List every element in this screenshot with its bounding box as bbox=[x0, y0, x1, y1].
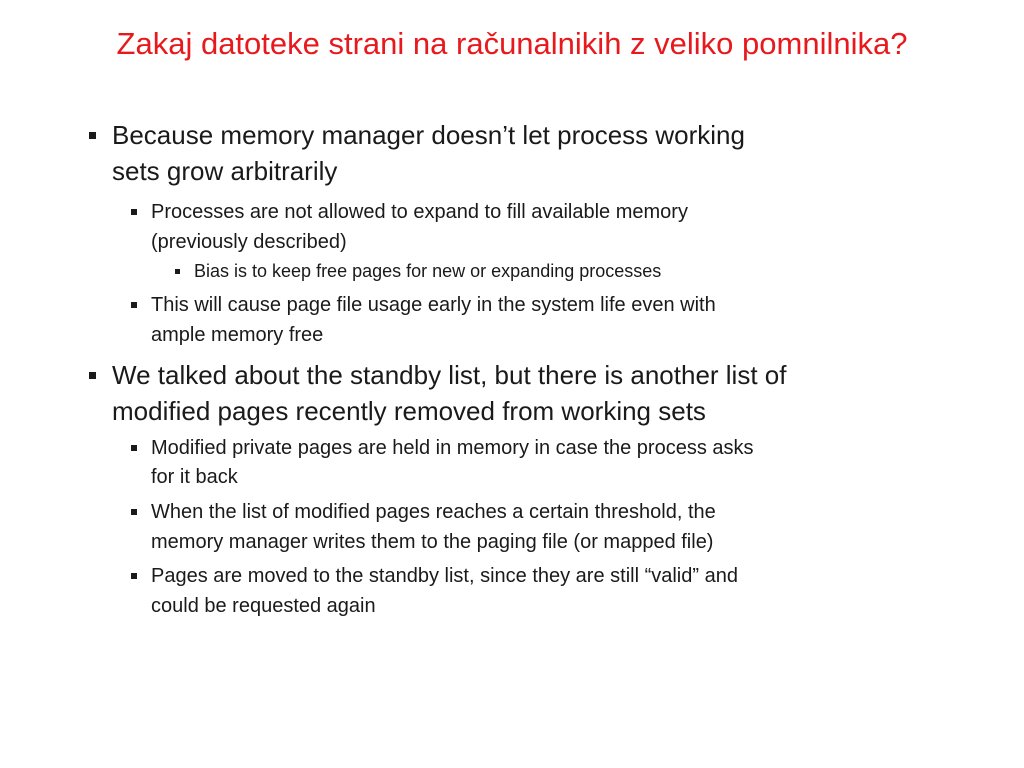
bullet-line: memory manager writes them to the paging file (or mapped file) bbox=[151, 531, 714, 553]
bullet-line: sets grow arbitrarily bbox=[112, 156, 338, 186]
bullet-line: This will cause page file usage early in the system life even with bbox=[151, 294, 716, 316]
bullet-icon bbox=[175, 269, 180, 274]
bullet-line: Processes are not allowed to expand to fill available memory bbox=[151, 201, 688, 223]
bullet-icon bbox=[131, 573, 137, 579]
bullet-icon bbox=[89, 372, 96, 379]
slide-title: Zakaj datoteke strani na računalnikih z veliko pomnilnika? bbox=[116, 26, 908, 61]
bullet-line: could be requested again bbox=[151, 595, 376, 617]
bullet-line: Bias is to keep free pages for new or expanding processes bbox=[194, 261, 662, 281]
bullet-line: modified pages recently removed from working sets bbox=[112, 396, 706, 426]
bullet-line: Modified private pages are held in memory in case the process asks bbox=[151, 437, 754, 459]
bullet-line: for it back bbox=[151, 466, 238, 488]
bullet-line: Pages are moved to the standby list, since they are still “valid” and bbox=[151, 565, 738, 587]
bullet-line: We talked about the standby list, but there is another list of bbox=[112, 360, 787, 390]
bullet-icon bbox=[89, 132, 96, 139]
bullet-icon bbox=[131, 445, 137, 451]
bullet-line: Because memory manager doesn’t let process working bbox=[112, 120, 745, 150]
bullet-icon bbox=[131, 209, 137, 215]
bullet-icon bbox=[131, 302, 137, 308]
bullet-line: (previously described) bbox=[151, 231, 347, 253]
bullet-icon bbox=[131, 509, 137, 515]
bullet-line: When the list of modified pages reaches a certain threshold, the bbox=[151, 501, 716, 523]
bullet-line: ample memory free bbox=[151, 324, 324, 346]
